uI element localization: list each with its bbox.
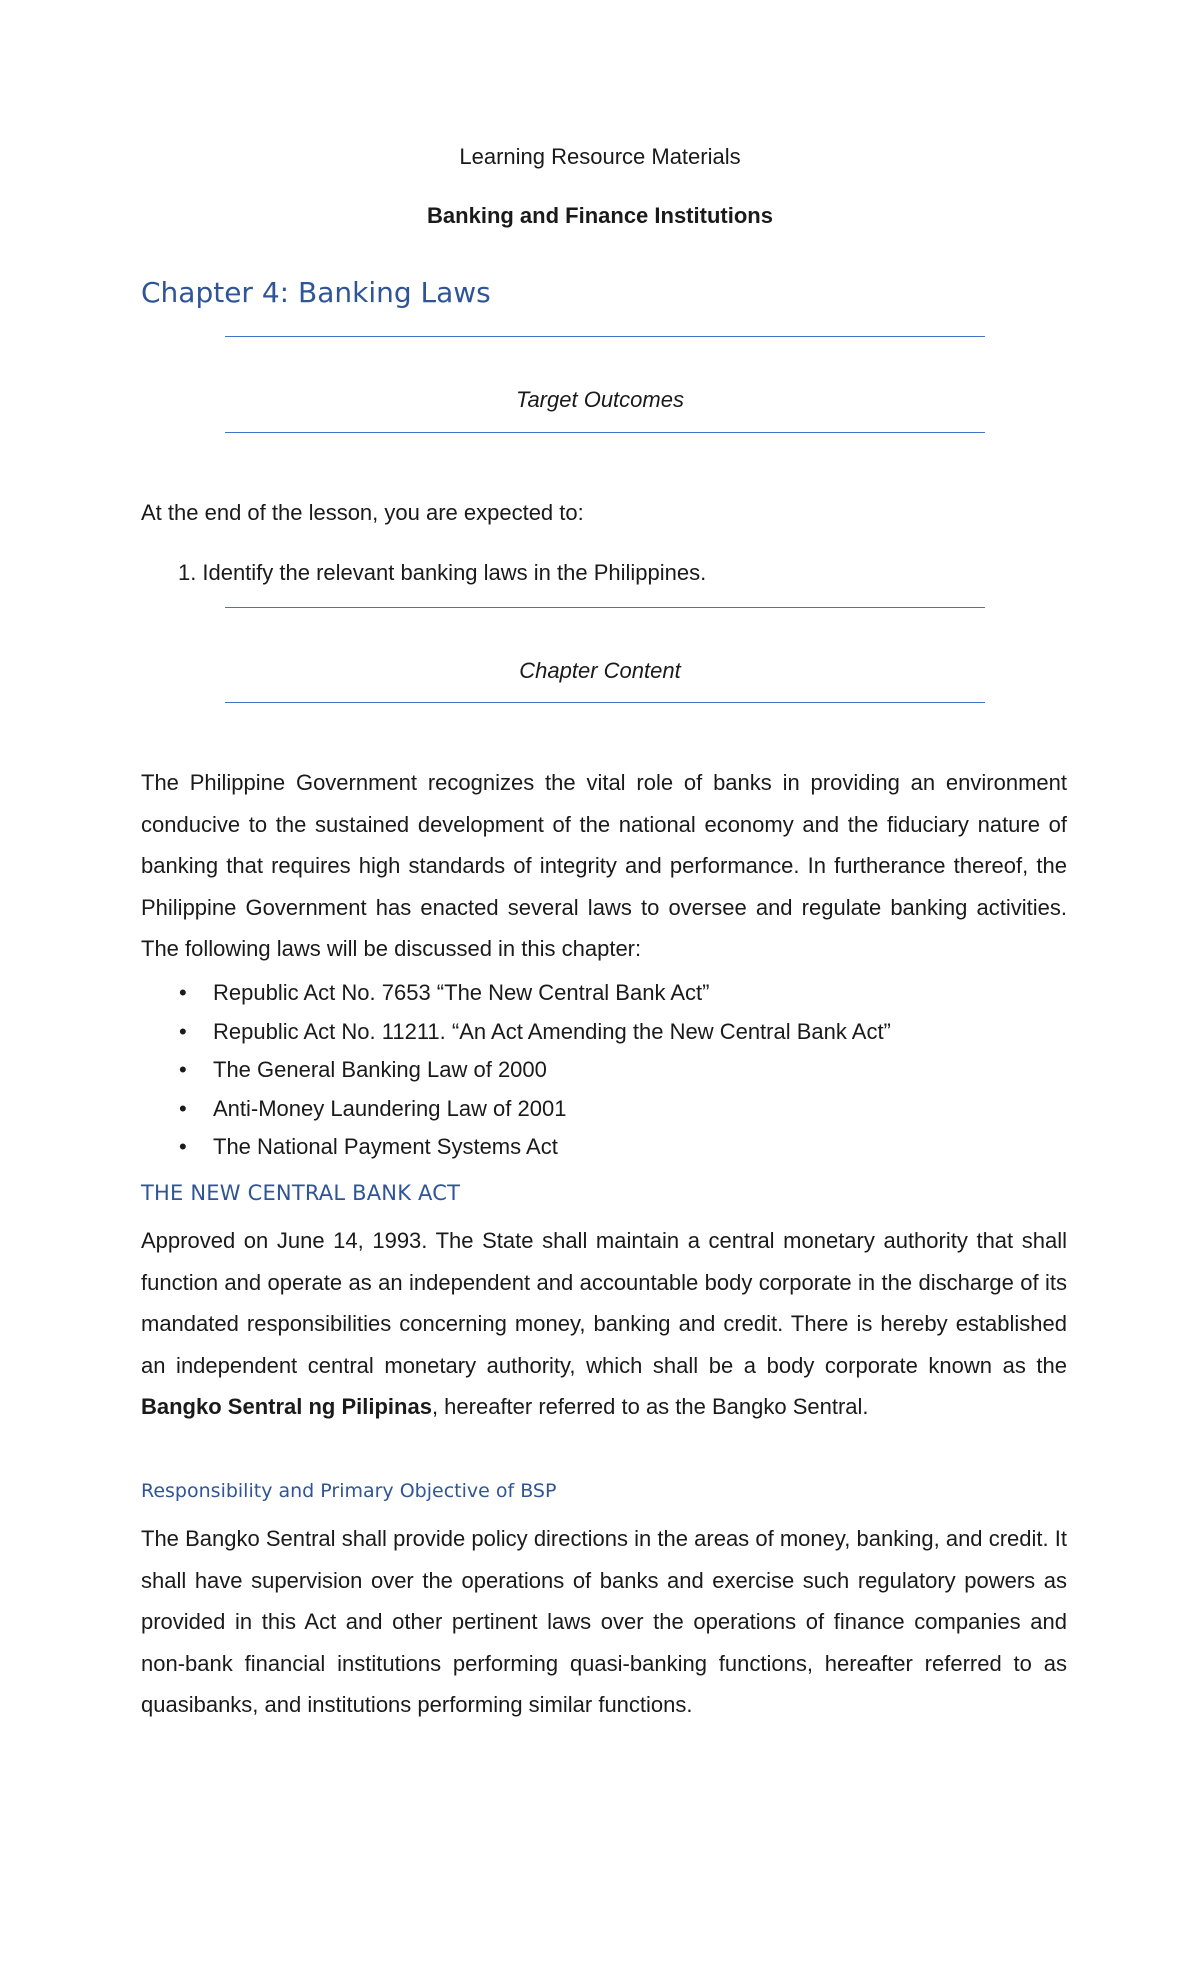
target-outcomes-label: Target Outcomes <box>516 387 684 412</box>
list-item: • The National Payment Systems Act <box>141 1128 891 1167</box>
laws-list <box>141 974 891 1167</box>
document-subtitle: Banking and Finance Institutions <box>427 203 773 228</box>
bsp-objective-paragraph: The Bangko Sentral shall provide policy directions in the areas of money, banking, and credit. It shall have supervision over the operations of banks and exercise such regulatory powers as provided in this Act and other pertinent laws over the operations of finance companies and non-bank financial institutions performing quasi-banking functions, hereafter referred to as quasibanks, and institutions performing similar functions. <box>141 1526 1067 1717</box>
list-item: • Anti-Money Laundering Law of 2001 <box>141 1090 891 1129</box>
divider-line <box>225 702 985 703</box>
list-item: • Republic Act No. 11211. “An Act Amending the New Central Bank Act” <box>141 1013 891 1052</box>
list-item: • The General Banking Law of 2000 <box>141 1051 891 1090</box>
chapter-content-label: Chapter Content <box>519 658 681 683</box>
bullet: • <box>179 1018 187 1044</box>
bsp-name: Bangko Sentral ng Pilipinas <box>141 1394 432 1419</box>
intro-paragraph: The Philippine Government recognizes the vital role of banks in providing an environment conducive to the sustained development of the national economy and the fiduciary nature of banking that requires high standards of integrity and performance. In furtherance thereof, the Philippine Government has enacted several laws to oversee and regulate banking activities. The following laws will be discussed in this chapter: <box>141 770 1067 961</box>
bullet: • <box>179 1134 187 1159</box>
outcomes-intro: At the end of the lesson, you are expected to: <box>141 500 584 525</box>
outcome-item <box>178 560 706 586</box>
chapter-title: Chapter 4: Banking Laws <box>141 276 491 309</box>
new-central-bank-act-paragraph: Approved on June 14, 1993. The State shall maintain a central monetary authority that shall function and operate as an independent and accountable body corporate in the discharge of its mandated responsibilities concerning money, banking and credit. There is hereby established an independent central monetary authority, which shall be a body corporate known as the Bangko Sentral ng Pilipinas, hereafter referred to as the Bangko Sentral. <box>141 1228 1067 1419</box>
divider-line <box>225 336 985 337</box>
bullet: • <box>179 980 187 1005</box>
divider-line <box>225 607 985 608</box>
outcome-number: 1. <box>178 560 197 585</box>
document-header: Learning Resource Materials <box>459 144 741 169</box>
divider-line <box>225 432 985 433</box>
subheading-bsp-objective: Responsibility and Primary Objective of BSP <box>141 1480 557 1502</box>
outcome-text: Identify the relevant banking laws in the Philippines. <box>202 560 707 585</box>
section-heading-new-central-bank-act: THE NEW CENTRAL BANK ACT <box>141 1181 461 1205</box>
bullet: • <box>179 1095 187 1121</box>
list-item: • Republic Act No. 7653 “The New Central Bank Act” <box>141 974 891 1013</box>
bullet: • <box>179 1057 187 1082</box>
